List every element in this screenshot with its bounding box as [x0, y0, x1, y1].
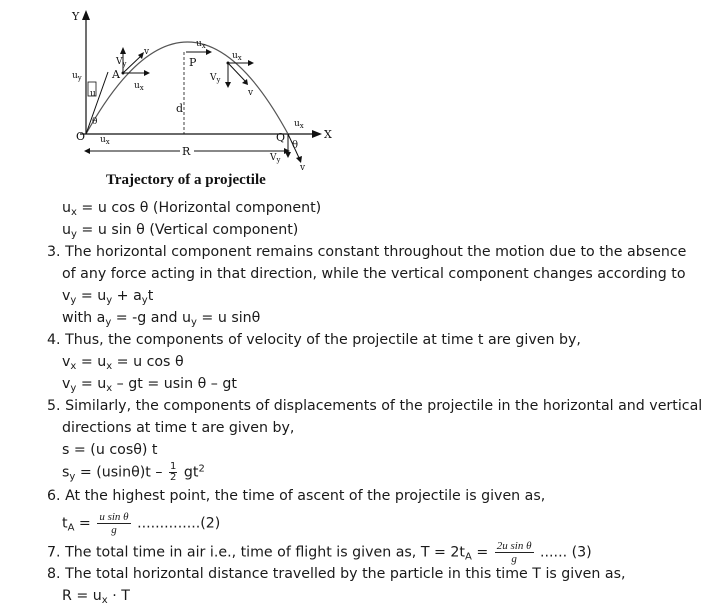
figure-caption: Trajectory of a projectile: [106, 172, 266, 188]
vy-time-equation: $v_y = u_x$ – gt = usin θ – gt: [62, 376, 237, 394]
ux-origin-label: $u_x$: [100, 135, 110, 146]
point-p-label: P: [189, 56, 197, 69]
uy-origin-label: $u_y$: [72, 71, 82, 82]
theta-q: θ: [292, 140, 299, 151]
item-5-line-2: directions at time t are given by,: [62, 420, 295, 436]
y-axis-arrow: [82, 10, 90, 20]
item-3-line-2: of any force acting in that direction, while the vertical component changes according to: [62, 266, 686, 282]
x-axis-arrow: [312, 130, 322, 138]
trajectory-diagram: [60, 0, 350, 172]
y-axis-label: Y: [72, 10, 80, 23]
trajectory-curve: [86, 42, 288, 134]
svg-text:v: v: [144, 47, 150, 57]
svg-text:ux: $u_x$: [134, 81, 144, 92]
range-equation: $R = u_x \cdot T$: [62, 588, 130, 606]
svg-text:Vy: $V_y$: [116, 57, 127, 68]
item-5-line-1: 5. Similarly, the components of displacements of the projectile in the horizontal and vertical: [47, 398, 703, 414]
svg-text:Vy: $V_y$: [210, 73, 221, 84]
svg-text:v: v: [300, 163, 306, 172]
svg-text:v: v: [248, 88, 254, 98]
sy-equation: $s_y = (usin\theta)t$ – $\frac{1}{2}$ $gt^2$: [62, 461, 205, 483]
theta-origin: θ: [92, 117, 98, 127]
origin-label: O: [76, 130, 86, 143]
item-3-line-1: 3. The horizontal component remains constant throughout the motion due to the absence: [47, 244, 687, 260]
point-q-label: Q: [276, 131, 286, 144]
svg-text:Vy: $V_y$: [270, 153, 281, 164]
vy-equation: $v_y = u_y + a_yt$: [62, 288, 154, 306]
u-origin-label: u: [90, 89, 96, 99]
x-axis-label: X: [324, 128, 332, 141]
ta-equation: $t_A$ = $\frac{\text{u sin θ}}{g}$ ..............(2): [62, 511, 221, 536]
ay-condition: with $a_y = -g$ and $u_y = u$ sinθ: [62, 310, 261, 328]
point-a-label: A: [112, 68, 120, 81]
item-4-line-1: 4. Thus, the components of velocity of the projectile at time t are given by,: [47, 332, 581, 348]
ux-equation: $u_x = u$ cos θ (Horizontal component): [62, 200, 322, 218]
vx-equation: $v_x = u_x = u$ cos θ: [62, 354, 184, 372]
svg-text:ux: $u_x$: [232, 51, 242, 62]
range-label: R: [182, 145, 191, 158]
item-8-line-1: 8. The total horizontal distance travelled by the particle in this time T is given as,: [47, 566, 626, 582]
s-equation: s = (u cosθ) t: [62, 442, 158, 458]
svg-text:ux: $u_x$: [294, 119, 304, 130]
height-label: d: [176, 102, 184, 115]
item-6-line-1: 6. At the highest point, the time of ascent of the projectile is given as,: [47, 488, 546, 504]
uy-equation: $u_y = u$ sin θ (Vertical component): [62, 222, 299, 240]
item-7-line: 7. The total time in air i.e., time of flight is given as, $T = 2t_A$ = $\frac{\text{2u sin θ}}{g}$ ...... (3): [47, 540, 592, 565]
svg-text:ux: $u_x$: [196, 39, 206, 50]
trajectory-figure: [60, 0, 350, 172]
